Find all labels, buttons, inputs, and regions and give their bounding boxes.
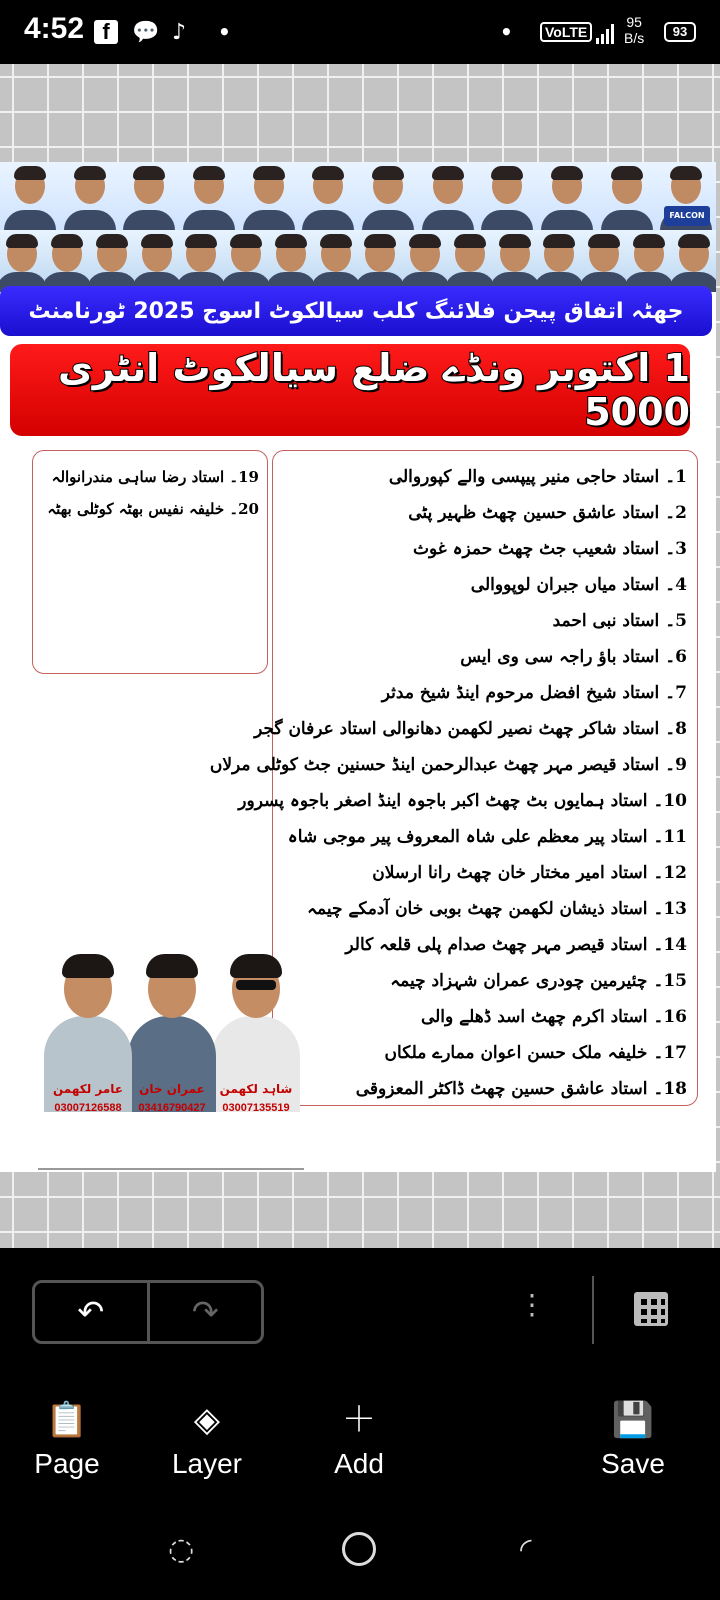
entries-list-secondary[interactable] [32,450,268,674]
redo-icon: ↷ [191,1293,219,1331]
member-photo [358,162,418,230]
entry-item: 8۔ استاد شاکر چھٹ نصیر لکھمن دھانوالی استاد عرفان گجر [254,719,687,739]
editor-canvas[interactable] [0,64,720,1248]
entry-item: 19۔ استاد رضا ساہی مندرانوالہ [51,468,259,486]
organizer-name: عامر لکھمن [52,1082,124,1096]
back-button[interactable]: ◜ [520,1532,532,1567]
entry-item: 11۔ استاد پیر معظم علی شاہ المعروف پیر موجی شاہ [287,827,687,847]
member-photo [239,162,299,230]
member-photo [60,162,120,230]
entry-item: 3۔ استاد شعیب جٹ چھٹ حمزہ غوث [412,539,687,559]
save-icon: 💾 [611,1400,655,1440]
member-photo [418,162,478,230]
organizer-photo [124,952,220,1112]
member-photo [119,162,179,230]
member-photo [45,230,90,292]
entry-item: 15۔ چئیرمین چودری عمران شہزاد چیمہ [390,971,687,991]
entry-item: 4۔ استاد میاں جبران لوپووالی [470,575,687,595]
organizer-name: عمران خان [139,1082,205,1096]
member-photo [313,230,358,292]
entry-item: 17۔ خلیفہ ملک حسن اعوان ممارے ملکاں [384,1043,687,1063]
undo-button[interactable] [35,1283,150,1341]
member-photo [492,230,537,292]
member-photo [0,230,45,292]
system-nav-bar [0,1500,720,1600]
poster-design[interactable] [0,162,716,1172]
member-photo [477,162,537,230]
status-dot-icon: • [500,20,513,44]
entry-item: 10۔ استاد ہمایوں بٹ چھٹ اکبر باجوہ اینڈ اصغر باجوہ پسرور [238,791,687,811]
undo-redo-group [32,1280,264,1344]
save-label: Save [601,1448,665,1479]
organizer-name: شاہد لکھمن [219,1082,293,1096]
entry-item: 7۔ استاد شیخ افضل مرحوم اینڈ شیخ مدثر [381,683,687,703]
page-edit-icon: 📋 [45,1400,89,1440]
divider [38,1168,304,1170]
facebook-icon: f [94,20,118,44]
member-photo [582,230,627,292]
divider [592,1276,594,1344]
status-bar [0,0,720,64]
page-button[interactable] [12,1400,122,1480]
entry-item: 20۔ خلیفہ نفیس بھٹہ کوٹلی بھٹہ [47,500,259,518]
member-photo [224,230,269,292]
entry-item: 18۔ استاد عاشق حسین چھٹ ڈاکٹر المعزوقی [355,1079,687,1099]
save-button[interactable] [578,1400,688,1480]
member-photo [403,230,448,292]
undo-icon: ↶ [77,1293,105,1331]
battery-icon: 93 [664,22,696,42]
layer-label: Layer [171,1448,243,1479]
entry-item: 13۔ استاد ذیشان لکھمن چھٹ بوبی خان آدمکے چیمہ [307,899,687,919]
member-photo [627,230,672,292]
club-title-banner[interactable] [0,286,712,336]
add-label: Add [334,1448,384,1479]
member-photo [448,230,493,292]
layer-button[interactable] [152,1400,262,1480]
organizer-phone: 03416790427 [138,1102,206,1114]
member-photo [179,230,224,292]
organizer-photo [208,952,304,1112]
recent-apps-button[interactable]: ◌ [168,1532,195,1567]
member-photo [671,230,716,292]
member-photo [298,162,358,230]
entry-item: 16۔ استاد اکرم چھٹ اسد ڈھلے والی [420,1007,687,1027]
entry-item: 5۔ استاد نبی احمد [552,611,687,631]
organizer-phone: 03007126588 [54,1102,122,1114]
race-title-banner[interactable] [10,344,690,436]
volte-badge: VoLTE [540,22,592,42]
network-speed-value: 95 [626,14,642,30]
entry-item: 6۔ استاد باؤ راجہ سی وی ایس [460,647,687,667]
club-title-text: جھٹہ اتفاق پیجن فلائنگ کلب سیالکوٹ اسوج 2025 ٹورنامنٹ [28,298,684,324]
tiktok-icon: ♪ [172,19,187,45]
member-photo [358,230,403,292]
status-time: 4:52 [24,12,85,45]
member-photo [269,230,314,292]
sunglasses-icon [236,980,276,990]
entry-item: 14۔ استاد قیصر مہر چھٹ صدام پلی قلعہ کالر [345,935,687,955]
member-photo [134,230,179,292]
falcon-logo: FALCON [664,206,710,226]
redo-button[interactable] [150,1283,262,1341]
member-photo [179,162,239,230]
add-button[interactable] [304,1400,414,1480]
organizer-phone: 03007135519 [222,1102,290,1114]
organizers-group[interactable] [38,952,304,1152]
layers-icon: ◈ [193,1400,221,1440]
member-photo [90,230,135,292]
member-photo [537,162,597,230]
plus-icon: ＋ [342,1400,376,1440]
network-speed-unit: B/s [624,30,645,46]
entry-item: 1۔ استاد حاجی منیر پیپسی والے کپوروالی [388,467,687,487]
entry-item: 12۔ استاد امیر مختار خان چھٹ رانا ارسلان [372,863,687,883]
member-photo [0,162,60,230]
signal-icon [596,22,618,44]
photo-strip-bottom [0,230,716,292]
organizer-photo [40,952,136,1112]
entry-item: 2۔ استاد عاشق حسین چھٹ ظہیر پٹی [408,503,687,523]
photo-strip-top [0,162,716,230]
network-speed [624,14,644,46]
member-photo [537,230,582,292]
page-label: Page [34,1448,100,1479]
grid-toggle-button[interactable] [634,1292,668,1326]
home-button[interactable] [342,1532,376,1566]
notification-dot-icon: • [218,20,231,44]
align-button[interactable]: ⋮ [518,1288,546,1321]
race-title-text: 1 اکتوبر ونڈے ضلع سیالکوٹ انٹری 5000 [57,346,690,434]
entry-item: 9۔ استاد قیصر مہر چھٹ عبدالرحمن اینڈ حسنین جٹ کوٹلی مرلاں [209,755,687,775]
member-photo [597,162,657,230]
chat-icon: 💬 [132,19,160,45]
